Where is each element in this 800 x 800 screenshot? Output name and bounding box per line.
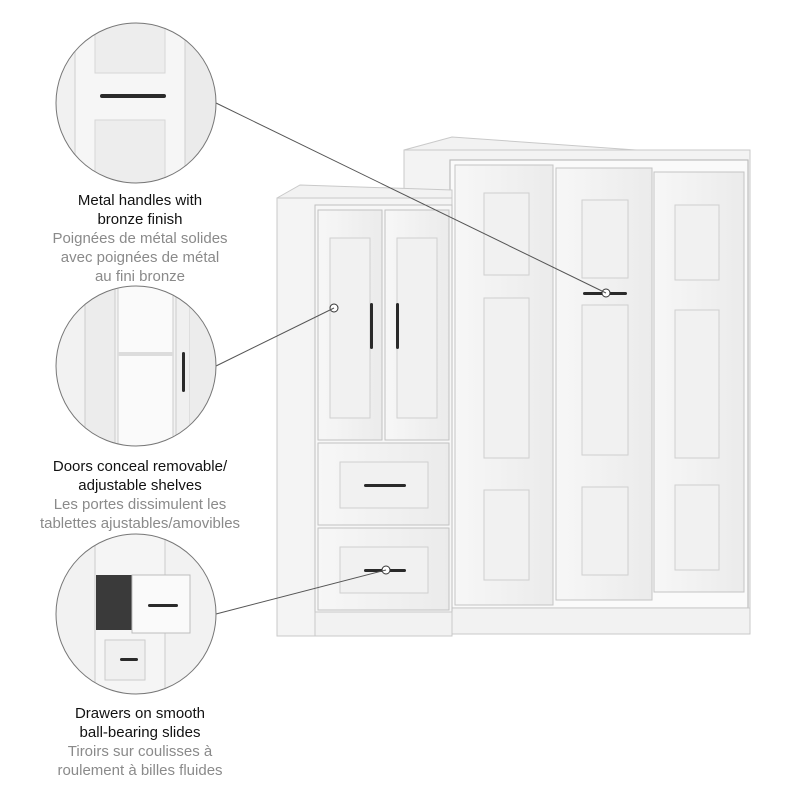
- callout-caption-shelves: [20, 457, 260, 533]
- caption-fr-line: au fini bronze: [94, 268, 186, 285]
- caption-fr-line: Poignées de métal solides: [52, 230, 228, 247]
- caption-en-line: ball-bearing slides: [79, 724, 201, 741]
- caption-en-line: Drawers on smooth: [74, 705, 206, 722]
- wall-bed-cabinet: [404, 137, 750, 634]
- caption-en-line: adjustable shelves: [78, 477, 202, 494]
- caption-fr-line: Les portes dissimulent les: [53, 496, 227, 513]
- caption-en-line: Metal handles with: [77, 192, 203, 209]
- caption-en-line: Doors conceal removable/: [52, 458, 228, 475]
- caption-fr-line: avec poignées de métal: [60, 249, 220, 266]
- closeup-handle: [56, 23, 216, 190]
- caption-en-line: bronze finish: [97, 211, 183, 228]
- storage-unit: [277, 185, 452, 636]
- caption-fr-line: roulement à billes fluides: [57, 762, 223, 779]
- caption-fr-line: tablettes ajustables/amovibles: [39, 515, 241, 532]
- callout-caption-handles: [20, 191, 260, 286]
- closeup-open-drawer: [56, 534, 216, 694]
- closeup-open-cabinet: [56, 286, 216, 446]
- callout-caption-drawers: [20, 704, 260, 780]
- caption-fr-line: Tiroirs sur coulisses à: [67, 743, 213, 760]
